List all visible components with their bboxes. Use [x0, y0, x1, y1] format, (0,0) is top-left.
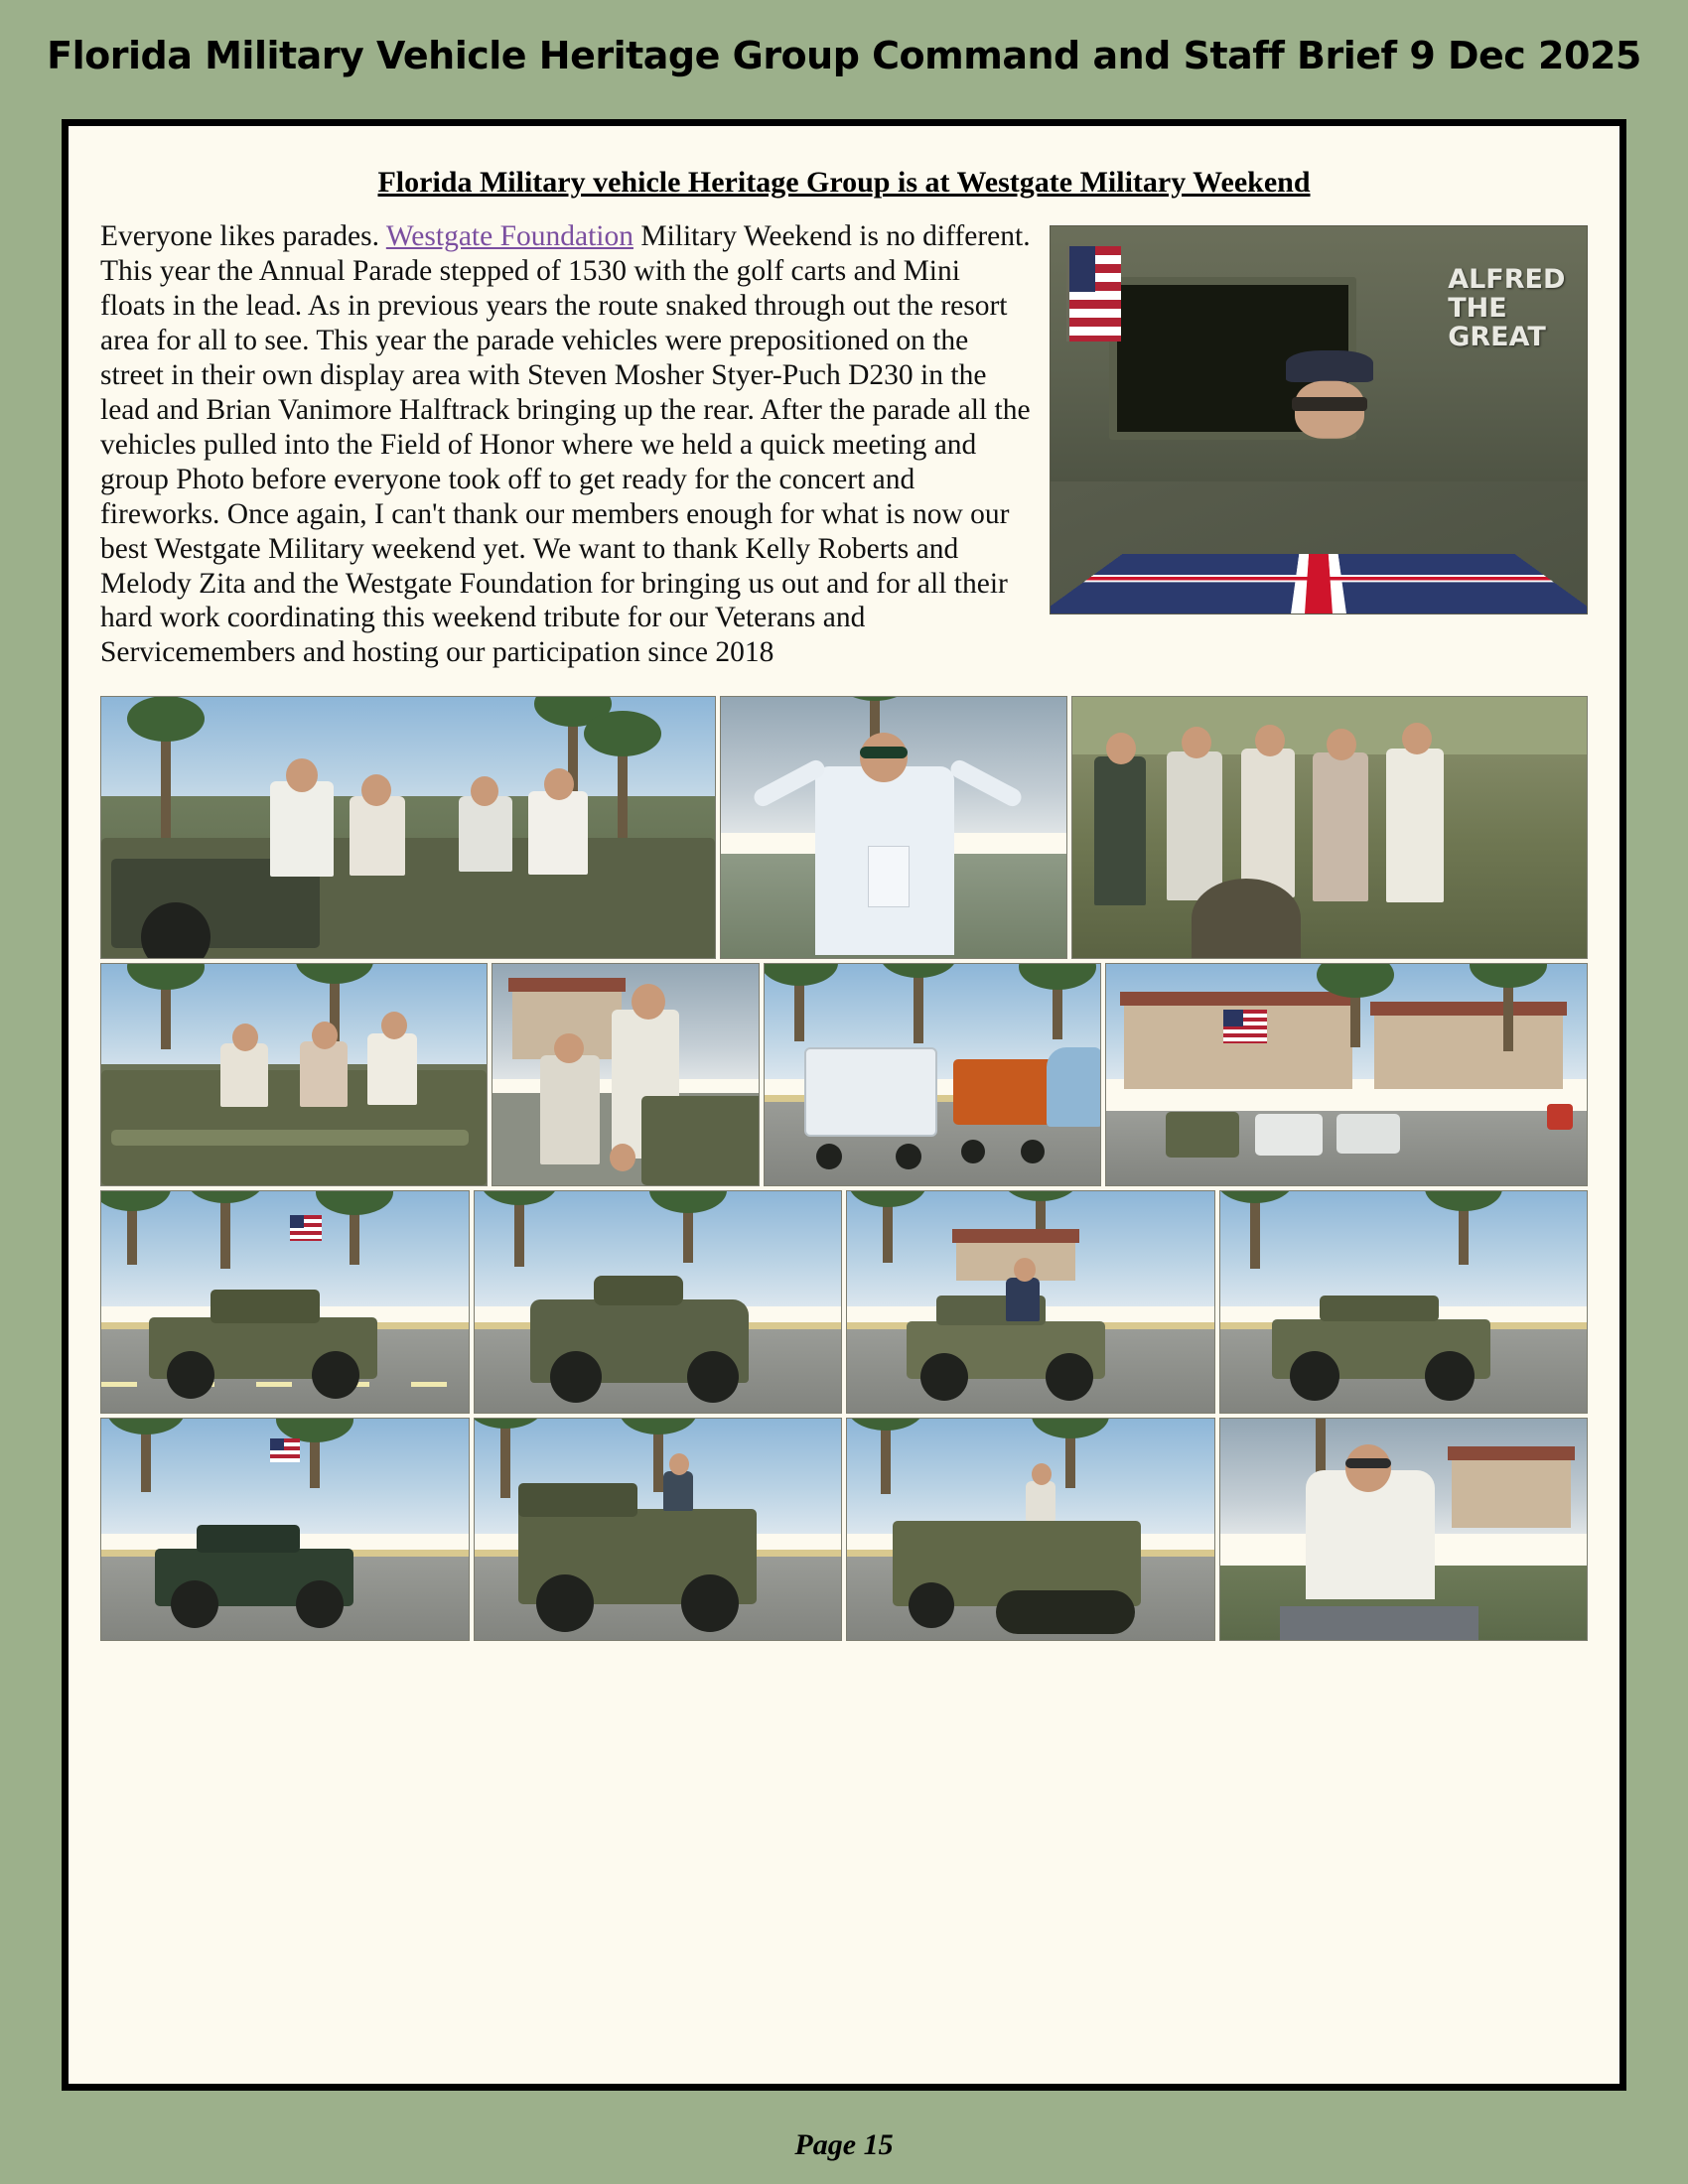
- photo-cargo-truck: [474, 1418, 843, 1641]
- gallery-row: [100, 963, 1588, 1186]
- westgate-foundation-link[interactable]: Westgate Foundation: [385, 220, 633, 252]
- body-text-part2: Military Weekend is no different. This year the Annual Parade stepped of 1530 with the golf carts and Mini floats in the lead. As in previous years the route snaked through out the resort area for all to see. This year the parade vehicles were prepositioned on the street in their own display area with Steven Mosher Styer-Puch D230 in the lead and Brian Vanimore Halftrack bringing up the rear. After the parade all the vehicles pulled into the Field of Honor where we held a quick meeting and group Photo before everyone took off to get ready for the concert and fireworks. Once again, I can't thank our members enough for what is now our best Westgate Military weekend yet. We want to thank Kelly Roberts and Melody Zita and the Westgate Foundation for bringing us out and for all their hard work coordinating this weekend tribute for our Veterans and Servicemembers and hosting our participation since 2018: [100, 220, 1031, 669]
- photo-alfred-the-great: [1050, 225, 1588, 614]
- photo-armored-car: [474, 1190, 843, 1414]
- article-title: Florida Military vehicle Heritage Group is at Westgate Military Weekend: [377, 166, 1311, 199]
- photo-willys-jeep-patrol: [846, 1190, 1215, 1414]
- vehicle-name-line1: ALFRED: [1448, 264, 1566, 295]
- gallery-row: [100, 696, 1588, 959]
- gallery-row: [100, 1418, 1588, 1641]
- driver-cap: [1286, 350, 1373, 382]
- photo-group-in-field-of-honor: [1071, 696, 1588, 959]
- vehicle-name-text: [1448, 265, 1565, 351]
- photo-child-at-vehicle: [492, 963, 760, 1186]
- photo-styer-puch-d230: [100, 1190, 470, 1414]
- photo-truck-bed-riders: [100, 963, 488, 1186]
- photo-waving-crew-on-truck: [100, 696, 716, 959]
- page-header: Florida Military Vehicle Heritage Group Command and Staff Brief 9 Dec 2025: [47, 34, 1641, 77]
- us-flag-icon: [1066, 246, 1121, 341]
- photo-m38-jeep: [1219, 1190, 1589, 1414]
- body-text-part1: Everyone likes parades.: [100, 220, 386, 252]
- photo-halftrack: [846, 1418, 1215, 1641]
- page-footer: Page 15: [794, 2128, 894, 2161]
- photo-dark-jeep-parking-lot: [100, 1418, 470, 1641]
- content-frame: [62, 119, 1626, 2091]
- photo-member-setting-up: [1219, 1418, 1589, 1641]
- photo-resort-street-parade: [1105, 963, 1588, 1186]
- vehicle-name-line3: GREAT: [1448, 322, 1546, 353]
- vehicle-name-line2: THE: [1448, 293, 1507, 325]
- photo-golf-carts-parade: [764, 963, 1101, 1186]
- article-body: [94, 219, 1594, 670]
- photo-gallery: [94, 696, 1594, 1641]
- driver-glasses: [1292, 397, 1367, 411]
- photo-woman-in-stars-dress: [720, 696, 1067, 959]
- gallery-row: [100, 1190, 1588, 1414]
